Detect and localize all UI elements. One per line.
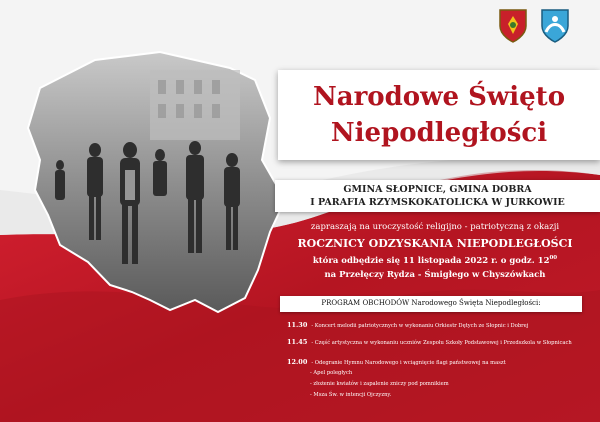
program-text: - Koncert melodii patriotycznych w wykonaniu Orkiestr Dętych ze Słopnic i Dobrej — [311, 323, 529, 329]
program-item — [287, 358, 506, 366]
invitation-headline: ROCZNICY ODZYSKANIA NIEPODLEGŁOŚCI — [297, 237, 573, 250]
program-item — [287, 321, 528, 329]
organizers-line-2: I PARAFIA RZYMSKOKATOLICKA W JURKOWIE — [310, 197, 565, 208]
title-line-2: Niepodległości — [330, 118, 548, 148]
program-time: 12.00 — [287, 358, 308, 366]
program-sub-item: - Msza Św. w intencji Ojczyzny. — [310, 392, 392, 398]
slopnice-coat-of-arms — [498, 8, 528, 44]
program-item — [287, 338, 572, 346]
title-card — [278, 70, 600, 160]
title-line-1: Narodowe Święto — [312, 82, 566, 112]
program-text: - Część artystyczna w wykonaniu uczniów Zespołu Szkoły Podstawowej i Przedszkola w Słopnicach — [311, 340, 572, 346]
dobra-coat-of-arms — [540, 8, 570, 44]
program-time: 11.45 — [287, 338, 308, 346]
organizers-card — [275, 180, 600, 212]
program-header-card — [280, 296, 582, 312]
program-sub-item: - złożenie kwiatów i zapalenie zniczy pod pomnikiem — [310, 381, 449, 387]
invitation-location: na Przełęczy Rydza - Śmigłego w Chyszówkach — [324, 270, 546, 280]
organizers-line-1: GMINA SŁOPNICE, GMINA DOBRA — [343, 184, 532, 195]
program-text: - Odegranie Hymnu Narodowego i wciągnięcie flagi państwowej na maszt — [311, 360, 506, 366]
program-sub-item: - Apel poległych — [310, 370, 353, 376]
invitation-date: która odbędzie się 11 listopada 2022 r. o godz. $12^{00}$ — [312, 255, 558, 266]
invitation-line-1: zapraszają na uroczystość religijno - patriotyczną z okazji — [310, 222, 560, 232]
program-title: PROGRAM OBCHODÓW Narodowego Święta Niepodległości: — [321, 299, 541, 307]
program-time: 11.30 — [287, 321, 308, 329]
